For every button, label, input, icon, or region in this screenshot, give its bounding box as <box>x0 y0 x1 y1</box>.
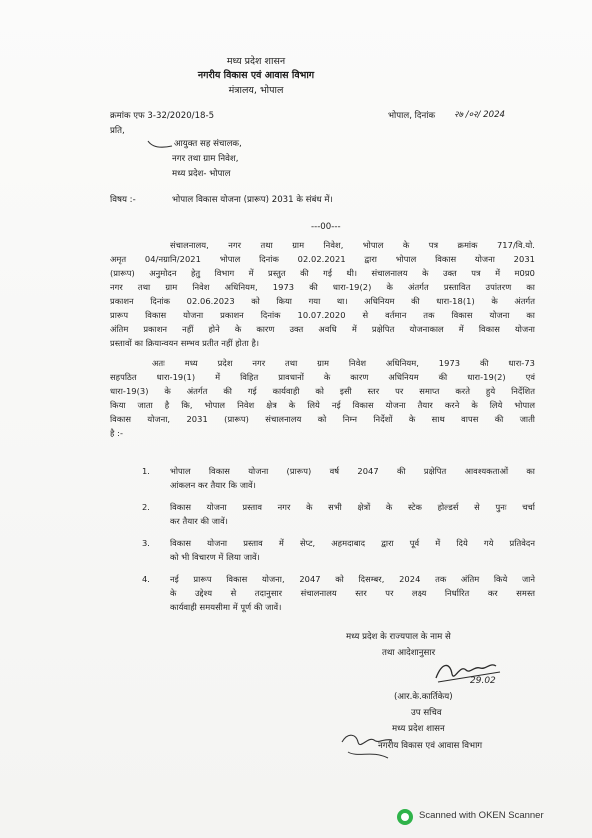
item-line: कार्यवाही समयसीमा में पूर्ण की जावें। <box>170 602 282 612</box>
para2-line: किया जाता है कि, भोपाल निवेश क्षेत्र के लिये नई विकास योजना तैयार करने के लिये भोपाल <box>110 400 535 410</box>
para1-line: प्रस्तावों का क्रियान्वयन सम्भव प्रतीत नहीं होता है। <box>110 338 260 348</box>
signatory-name: (आर.के.कार्तिकेय) <box>394 692 453 702</box>
para2-line: विकास योजना, 2031 (प्रारूप) संचालनालय को निम्न निर्देशों के साथ वापस की जाती <box>110 414 535 424</box>
addressee-department: नगर तथा ग्राम निवेश, <box>172 154 239 164</box>
item-line: के उद्देश्य से तदानुसार संचालनालय स्तर पर लक्ष्य निर्धारित कर समस्त <box>170 588 535 598</box>
place-date-label: भोपाल, दिनांक <box>388 111 436 121</box>
signatory-government: मध्य प्रदेश शासन <box>392 724 445 734</box>
item-number: 3. <box>142 538 150 548</box>
header-department: नगरीय विकास एवं आवास विभाग <box>197 70 315 81</box>
item-line: को भी विचारण में लिया जावें। <box>170 552 260 562</box>
handwritten-tick-mark <box>146 137 174 151</box>
handwritten-signature <box>430 654 530 694</box>
signature-governor-line: मध्य प्रदेश के राज्यपाल के नाम से <box>346 632 451 642</box>
item-line: विकास योजना प्रस्ताव में सेप्ट, अहमदाबाद द्वारा पूर्व में दिये गये प्रतिवेदन <box>170 538 535 548</box>
separator: ---00--- <box>311 222 341 232</box>
header-ministry: मंत्रालय, भोपाल <box>228 85 284 96</box>
header-govt: मध्य प्रदेश शासन <box>226 56 286 67</box>
para2-line: धारा-19(3) के अंतर्गत की गई कार्यवाही को इसी स्तर पर समाप्त करते हुये निर्देशित <box>110 386 535 396</box>
signature-date-handwritten: 29.02 <box>470 676 496 686</box>
para2-line: अतः मध्य प्रदेश नगर तथा ग्राम निवेश अधिनियम, 1973 की धारा-73 <box>152 358 535 368</box>
para1-line: (प्रारूप) अनुमोदन हेतु विभाग में प्रस्तुत की गई थी। संचालनालय के उक्त पत्र में म0प्र0 <box>110 268 535 278</box>
para1-line: अमृत 04/नग्रानि/2021 भोपाल दिनांक 02.02.2021 द्वारा भोपाल विकास योजना 2031 <box>110 254 535 264</box>
item-line: विकास योजना प्रस्ताव नगर के सभी क्षेत्रों के स्टेक होल्डर्स से पुनः चर्चा <box>170 502 535 512</box>
prati-label: प्रति, <box>110 126 125 136</box>
para1-line: नगर तथा ग्राम निवेश अधिनियम, 1973 की धारा-19(2) के अंतर्गत प्रस्तावित उपांतरण का <box>110 282 535 292</box>
scanner-logo-icon <box>397 809 413 825</box>
item-line: आंकलन कर तैयार कि जावें। <box>170 480 256 490</box>
item-number: 2. <box>142 502 150 512</box>
para1-line: संचालनालय, नगर तथा ग्राम निवेश, भोपाल के पत्र क्रमांक 717/वि.यो. <box>170 240 535 250</box>
item-number: 1. <box>142 466 150 476</box>
signatory-designation: उप सचिव <box>411 708 442 718</box>
scanner-text: Scanned with OKEN Scanner <box>419 810 544 821</box>
scanner-watermark <box>397 805 585 829</box>
subject-text: भोपाल विकास योजना (प्रारूप) 2031 के संबंध में। <box>172 195 333 205</box>
addressee-title: आयुक्त सह संचालक, <box>174 139 242 149</box>
date-handwritten: २७ /०२/ 2024 <box>454 110 505 120</box>
signature-order-line: तथा आदेशानुसार <box>382 648 436 658</box>
para2-line: है :- <box>110 428 124 438</box>
item-line: भोपाल विकास योजना (प्रारूप) वर्ष 2047 की प्रक्षेपित आवश्यकताओं का <box>170 466 535 476</box>
para1-line: प्रकाशन दिनांक 02.06.2023 को किया गया था। अधिनियम की धारा-18(1) के अंतर्गत <box>110 296 535 306</box>
addressee-location: मध्य प्रदेश- भोपाल <box>172 169 231 179</box>
subject-label: विषय :- <box>110 195 136 205</box>
para1-line: अंतिम प्रकाशन नहीं होने के कारण उक्त अवधि में प्रक्षेपित योजनाकाल में विकास योजना <box>110 324 535 334</box>
para2-line: सहपठित धारा-19(1) में विहित प्रावधानों के कारण अधिनियम की धारा-19(2) एवं <box>110 372 535 382</box>
item-line: कर तैयार की जावें। <box>170 516 228 526</box>
reference-number: क्रमांक एफ 3-32/2020/18-5 <box>110 111 215 121</box>
signatory-department: नगरीय विकास एवं आवास विभाग <box>378 741 483 751</box>
para1-line: प्रारूप विकास योजना प्रकाशन दिनांक 10.07.2020 से वर्तमान तक विकास योजना का <box>110 310 535 320</box>
item-line: नई प्रारूप विकास योजना, 2047 को दिसम्बर, 2024 तक अंतिम किये जाने <box>170 574 535 584</box>
item-number: 4. <box>142 574 150 584</box>
